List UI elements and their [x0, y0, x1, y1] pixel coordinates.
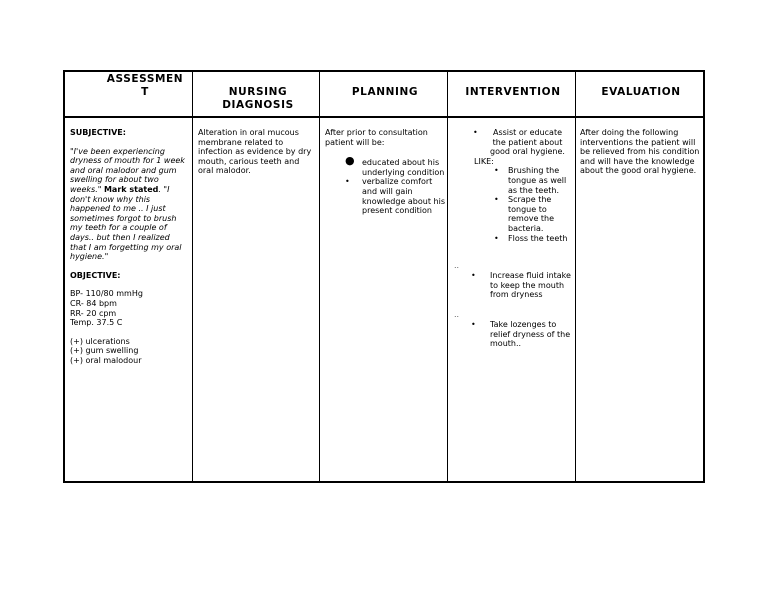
bullet-icon: •	[471, 320, 476, 329]
marker-dots: ..	[454, 310, 460, 319]
bullet-icon: •	[345, 177, 350, 187]
header-assessment-line2: T	[141, 86, 149, 98]
quote-part1: "I've been experiencing dryness of mouth for 1 week and oral malodor and gum swelling for about two weeks."	[70, 146, 185, 194]
bullet-icon: •	[471, 271, 476, 280]
intervention-sublist	[494, 166, 568, 243]
bullet-icon: •	[494, 195, 499, 205]
column-divider	[447, 72, 448, 481]
header-nursing-diagnosis	[203, 86, 313, 128]
sub-item-text: Brushing the tongue as well as the teeth.	[508, 166, 567, 195]
intervention-list	[473, 128, 573, 157]
vital-cr: CR- 84 bpm	[70, 298, 117, 308]
header-evaluation: EVALUATION	[601, 86, 681, 98]
diagnosis-cell	[198, 128, 316, 176]
finding-item: (+) ulcerations	[70, 336, 130, 346]
findings-list	[70, 337, 188, 366]
header-nursing-line1: NURSING	[228, 86, 288, 98]
sub-item	[494, 195, 568, 233]
like-label: LIKE:	[474, 156, 494, 166]
header-planning: PLANNING	[351, 86, 419, 98]
bullet-icon: ●	[345, 154, 355, 168]
subjective-label: SUBJECTIVE:	[70, 128, 126, 137]
goal-text: verbalize comfort and will gain knowledge about his present condition	[362, 177, 445, 216]
vital-signs	[70, 289, 188, 327]
intervention-item-2	[471, 271, 572, 300]
goal-item	[345, 177, 445, 216]
quote-speaker: Mark stated	[103, 184, 159, 194]
sub-item-text: Scrape the tongue to remove the bacteria.	[508, 195, 555, 233]
header-intervention: INTERVENTION	[465, 86, 561, 98]
assessment-cell	[70, 128, 188, 365]
intervention-text: Take lozenges to relief dryness of the mouth..	[490, 320, 571, 349]
finding-item: (+) oral malodour	[70, 355, 142, 365]
objective-label: OBJECTIVE:	[70, 270, 121, 280]
vital-bp: BP- 110/80 mmHg	[70, 289, 143, 299]
column-divider	[192, 72, 193, 481]
planning-cell	[325, 128, 445, 216]
header-assessment-line1: ASSESSMEN	[106, 73, 184, 85]
intervention-text: Assist or educate the patient about good oral hygiene.	[490, 128, 565, 157]
bullet-icon: •	[494, 166, 499, 176]
diagnosis-text: Alteration in oral mucous membrane related to infection as evidence by dry mouth, carious teeth and oral malodor.	[198, 128, 312, 176]
marker-dots: ..	[454, 261, 460, 270]
intervention-item-3	[471, 320, 572, 349]
nursing-care-plan-table	[63, 70, 705, 483]
vital-temp: Temp. 37.5 C	[70, 318, 123, 328]
vital-rr: RR- 20 cpm	[70, 308, 117, 318]
goal-text: educated about his underlying condition	[362, 158, 445, 177]
intervention-text: Increase fluid intake to keep the mouth from dryness	[490, 271, 571, 300]
bullet-icon: •	[494, 233, 499, 243]
subjective-quote	[70, 147, 188, 262]
intervention-cell	[453, 128, 573, 243]
header-assessment	[105, 73, 185, 115]
column-divider	[319, 72, 320, 481]
sub-item-text: Floss the teeth	[508, 233, 568, 243]
evaluation-text: After doing the following interventions the patient will be relieved from his condition and will have the knowledge about the good oral hygiene.	[580, 128, 700, 176]
evaluation-cell	[580, 128, 702, 176]
quote-part2: . "I don't know why this happened to me .. I just sometimes forgot to brush my teeth for a couple of days.. but then I realized that I am forgetting my oral hygiene."	[70, 184, 182, 262]
bullet-icon: •	[473, 128, 478, 137]
goal-item	[345, 154, 445, 177]
intervention-item	[473, 128, 565, 157]
sub-item	[494, 233, 568, 244]
header-nursing-line2: DIAGNOSIS	[222, 99, 294, 111]
planning-goals	[345, 154, 445, 216]
sub-item	[494, 166, 568, 195]
planning-intro: After prior to consultation patient will be:	[325, 128, 428, 147]
column-divider	[575, 72, 576, 481]
finding-item: (+) gum swelling	[70, 346, 139, 356]
